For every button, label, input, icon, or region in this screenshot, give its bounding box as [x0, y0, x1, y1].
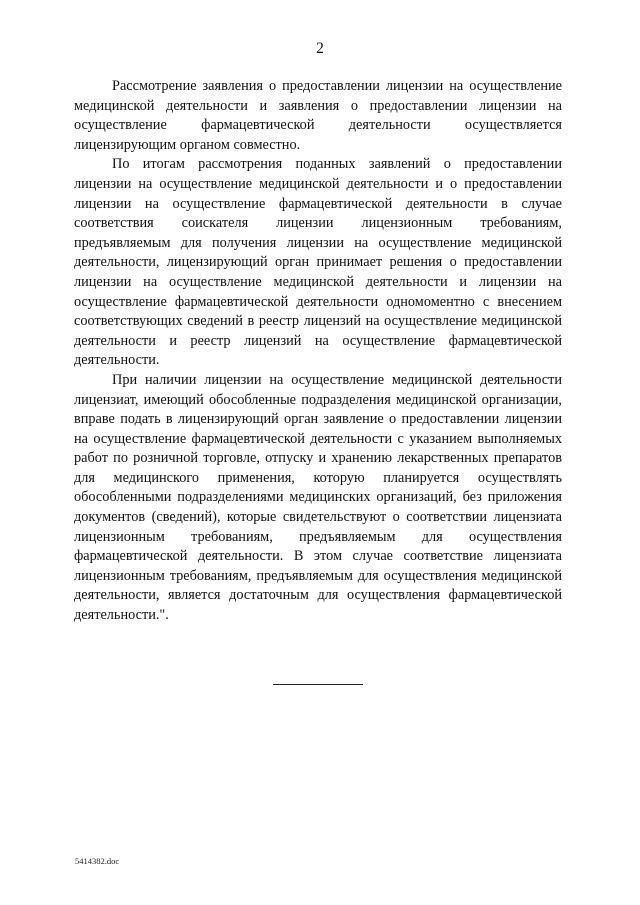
page-number: 2 — [316, 40, 324, 57]
footer-file-name: 5414382.doc — [75, 856, 120, 866]
document-body — [74, 77, 562, 626]
paragraph-licensee-application: При наличии лицензии на осуществление медицинской деятельности лицензиат, имеющий обособленные подразделения медицинской организации, вправе подать в лицензирующий орган заявление о предоставлении лицензии на осуществление фармацевтической деятельности с указанием выполняемых работ по розничной торговле, отпуску и хранению лекарственных препаратов для медицинского применения, которую планируется осуществлять обособленными подразделениями медицинских организаций, без приложения документов (сведений), которые свидетельствуют о соответствии лицензиата лицензионным требованиям, предъявляемым для осуществления фармацевтической деятельности. В этом случае соответствие лицензиата лицензионным требованиям, предъявляемым для осуществления медицинской деятельности, является достаточным для осуществления фармацевтической деятельности.". — [74, 371, 562, 624]
section-divider-line — [273, 684, 363, 685]
paragraph-review-results: По итогам рассмотрения поданных заявлений о предоставлении лицензии на осуществление медицинской деятельности и о предоставлении лицензии на осуществление фармацевтической деятельности в случае соответствия соискателя лицензии лицензионным требованиям, предъявляемым для получения лицензии на осуществление медицинской деятельности, лицензирующий орган принимает решения о предоставлении лицензии на осуществление медицинской деятельности и лицензии на осуществление фармацевтической деятельности одномоментно с внесением соответствующих сведений в реестр лицензий на осуществление медицинской деятельности и реестр лицензий на осуществление фармацевтической деятельности. — [74, 156, 562, 369]
paragraph-joint-review: Рассмотрение заявления о предоставлении лицензии на осуществление медицинской деятельности и заявления о предоставлении лицензии на осуществление фармацевтической деятельности осуществляется лицензирующим органом совместно. — [74, 78, 562, 153]
